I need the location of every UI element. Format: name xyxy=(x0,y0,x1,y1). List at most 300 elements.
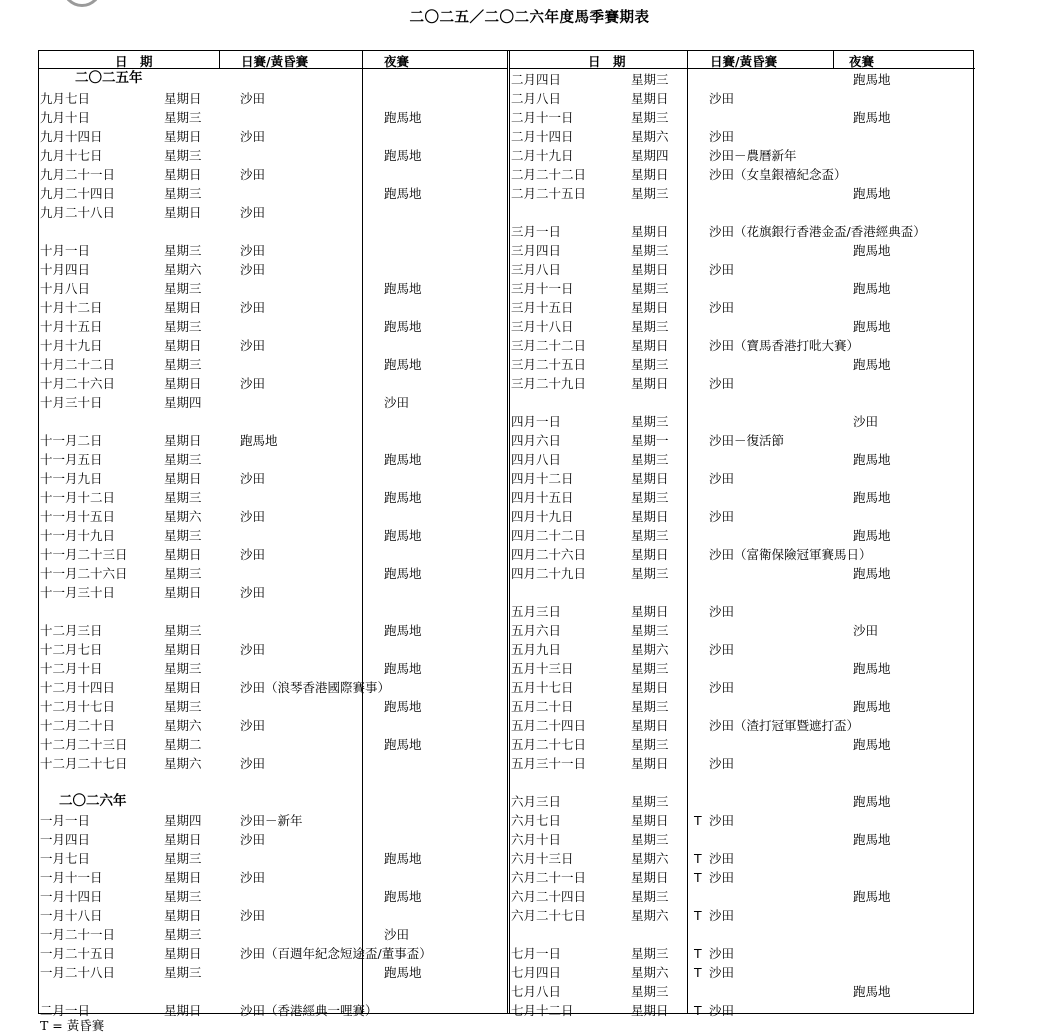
night-race-venue: 跑馬地 xyxy=(384,186,422,201)
header-night-race: 夜賽 xyxy=(849,54,875,69)
schedule-row xyxy=(510,849,975,868)
race-date: 六月十三日 xyxy=(511,851,574,866)
schedule-row xyxy=(39,450,507,469)
race-date: 十二月二十三日 xyxy=(40,737,128,752)
race-date: 六月二十四日 xyxy=(511,889,587,904)
race-date: 五月十三日 xyxy=(511,661,574,676)
race-date: 六月七日 xyxy=(511,813,562,828)
race-date: 四月二十二日 xyxy=(511,528,587,543)
weekday: 星期三 xyxy=(164,699,202,714)
day-race-venue: 沙田 xyxy=(240,262,266,277)
schedule-row xyxy=(39,583,507,602)
night-race-venue: 跑馬地 xyxy=(853,528,891,543)
weekday: 星期三 xyxy=(164,566,202,581)
weekday: 星期三 xyxy=(631,528,669,543)
schedule-row xyxy=(510,640,975,659)
schedule-row xyxy=(39,621,507,640)
schedule-row xyxy=(510,754,975,773)
weekday: 星期六 xyxy=(164,262,202,277)
night-race-venue: 跑馬地 xyxy=(384,851,422,866)
schedule-row xyxy=(39,317,507,336)
day-race-venue: 沙田 xyxy=(709,870,735,885)
weekday: 星期三 xyxy=(631,110,669,125)
weekday: 星期日 xyxy=(164,376,202,391)
weekday: 星期日 xyxy=(164,471,202,486)
race-date: 一月十四日 xyxy=(40,889,103,904)
weekday: 星期日 xyxy=(631,376,669,391)
weekday: 星期日 xyxy=(164,205,202,220)
schedule-row xyxy=(39,659,507,678)
day-race-venue: 沙田 xyxy=(709,756,735,771)
weekday: 星期六 xyxy=(164,756,202,771)
schedule-row xyxy=(39,241,507,260)
day-race-venue: 沙田 xyxy=(709,642,735,657)
schedule-row xyxy=(510,564,975,583)
day-race-venue: 沙田 xyxy=(709,376,735,391)
race-date: 四月十九日 xyxy=(511,509,574,524)
schedule-row xyxy=(510,469,975,488)
night-race-venue: 跑馬地 xyxy=(853,794,891,809)
schedule-row xyxy=(510,526,975,545)
weekday: 星期日 xyxy=(164,547,202,562)
schedule-row xyxy=(39,127,507,146)
race-date: 十月三十日 xyxy=(40,395,103,410)
twilight-marker: T xyxy=(694,946,702,961)
schedule-row xyxy=(39,488,507,507)
race-date: 十一月十二日 xyxy=(40,490,116,505)
race-date: 二月二十二日 xyxy=(511,167,587,182)
race-date: 二月一日 xyxy=(40,1003,91,1018)
schedule-row xyxy=(510,70,975,89)
night-race-venue: 跑馬地 xyxy=(384,148,422,163)
night-race-venue: 跑馬地 xyxy=(853,452,891,467)
day-race-venue: 沙田 xyxy=(709,965,735,980)
race-date: 一月十一日 xyxy=(40,870,103,885)
day-race-venue: 沙田（女皇銀禧紀念盃） xyxy=(709,167,847,182)
weekday: 星期六 xyxy=(164,509,202,524)
night-race-venue: 跑馬地 xyxy=(384,699,422,714)
schedule-row xyxy=(510,811,975,830)
day-race-venue: 沙田 xyxy=(240,870,266,885)
schedule-row xyxy=(510,412,975,431)
weekday: 星期日 xyxy=(164,832,202,847)
night-race-venue: 跑馬地 xyxy=(384,110,422,125)
schedule-row xyxy=(510,621,975,640)
race-date: 三月二十二日 xyxy=(511,338,587,353)
weekday: 星期二 xyxy=(164,737,202,752)
schedule-row xyxy=(510,260,975,279)
day-race-venue: 沙田 xyxy=(709,946,735,961)
weekday: 星期三 xyxy=(164,965,202,980)
day-race-venue: 沙田 xyxy=(240,908,266,923)
schedule-row xyxy=(510,944,975,963)
weekday: 星期日 xyxy=(631,813,669,828)
weekday: 星期六 xyxy=(631,129,669,144)
schedule-row xyxy=(510,963,975,982)
race-date: 三月十五日 xyxy=(511,300,574,315)
race-date: 一月七日 xyxy=(40,851,91,866)
weekday: 星期三 xyxy=(631,319,669,334)
schedule-row xyxy=(39,431,507,450)
header-divider xyxy=(833,51,834,69)
race-date: 七月十二日 xyxy=(511,1003,574,1018)
twilight-marker: T xyxy=(694,965,702,980)
day-race-venue: 沙田 xyxy=(240,642,266,657)
race-date: 三月十八日 xyxy=(511,319,574,334)
night-race-venue: 跑馬地 xyxy=(853,832,891,847)
schedule-row xyxy=(510,982,975,1001)
race-date: 九月十四日 xyxy=(40,129,103,144)
weekday: 星期日 xyxy=(631,547,669,562)
weekday: 星期日 xyxy=(631,300,669,315)
day-race-venue: 沙田 xyxy=(709,1003,735,1018)
day-race-venue: 沙田 xyxy=(240,300,266,315)
schedule-row xyxy=(39,165,507,184)
race-date: 四月二十九日 xyxy=(511,566,587,581)
schedule-row xyxy=(510,678,975,697)
weekday: 星期一 xyxy=(631,433,669,448)
weekday: 星期三 xyxy=(164,186,202,201)
weekday: 星期三 xyxy=(631,566,669,581)
schedule-row xyxy=(39,469,507,488)
twilight-marker: T xyxy=(694,870,702,885)
race-date: 十二月十七日 xyxy=(40,699,116,714)
weekday: 星期日 xyxy=(164,946,202,961)
night-race-venue: 跑馬地 xyxy=(853,281,891,296)
weekday: 星期三 xyxy=(164,148,202,163)
race-date: 十二月二十七日 xyxy=(40,756,128,771)
race-date: 二月二十五日 xyxy=(511,186,587,201)
weekday: 星期六 xyxy=(631,851,669,866)
weekday: 星期日 xyxy=(164,167,202,182)
race-date: 二月十九日 xyxy=(511,148,574,163)
schedule-row xyxy=(510,146,975,165)
race-date: 十二月十日 xyxy=(40,661,103,676)
weekday: 星期三 xyxy=(164,357,202,372)
day-race-venue: 沙田 xyxy=(240,91,266,106)
race-date: 二月四日 xyxy=(511,72,562,87)
schedule-row xyxy=(39,374,507,393)
weekday: 星期日 xyxy=(164,433,202,448)
schedule-row xyxy=(39,108,507,127)
race-date: 十月八日 xyxy=(40,281,91,296)
night-race-venue: 跑馬地 xyxy=(853,186,891,201)
race-date: 十月一日 xyxy=(40,243,91,258)
day-race-venue: 沙田（香港經典一哩賽） xyxy=(240,1003,378,1018)
schedule-row xyxy=(510,716,975,735)
schedule-row xyxy=(39,393,507,412)
night-race-venue: 跑馬地 xyxy=(384,490,422,505)
table-header-left xyxy=(39,51,507,69)
night-race-venue: 跑馬地 xyxy=(384,452,422,467)
weekday: 星期三 xyxy=(631,984,669,999)
day-race-venue: 沙田 xyxy=(240,585,266,600)
schedule-row xyxy=(39,754,507,773)
race-date: 六月三日 xyxy=(511,794,562,809)
race-date: 十一月五日 xyxy=(40,452,103,467)
weekday: 星期三 xyxy=(164,452,202,467)
schedule-row xyxy=(510,507,975,526)
day-race-venue: 沙田 xyxy=(709,680,735,695)
race-date: 六月二十七日 xyxy=(511,908,587,923)
race-date: 六月二十一日 xyxy=(511,870,587,885)
weekday: 星期三 xyxy=(631,186,669,201)
schedule-row xyxy=(39,526,507,545)
weekday: 星期三 xyxy=(631,889,669,904)
night-race-venue: 跑馬地 xyxy=(384,357,422,372)
schedule-row xyxy=(510,165,975,184)
schedule-row xyxy=(510,545,975,564)
race-date: 三月四日 xyxy=(511,243,562,258)
schedule-row xyxy=(39,336,507,355)
race-date: 四月十五日 xyxy=(511,490,574,505)
night-race-venue: 跑馬地 xyxy=(853,661,891,676)
night-race-venue: 跑馬地 xyxy=(853,110,891,125)
weekday: 星期三 xyxy=(164,661,202,676)
day-race-venue: 沙田 xyxy=(240,509,266,524)
schedule-row xyxy=(510,792,975,811)
race-date: 九月十日 xyxy=(40,110,91,125)
weekday: 星期三 xyxy=(631,414,669,429)
weekday: 星期六 xyxy=(631,908,669,923)
header-date: 日 期 xyxy=(588,54,626,69)
race-date: 四月十二日 xyxy=(511,471,574,486)
night-race-venue: 跑馬地 xyxy=(384,737,422,752)
schedule-row xyxy=(39,887,507,906)
day-race-venue: 沙田 xyxy=(709,129,735,144)
day-race-venue: 沙田 xyxy=(709,604,735,619)
race-date: 七月八日 xyxy=(511,984,562,999)
night-race-venue: 跑馬地 xyxy=(853,72,891,87)
schedule-row xyxy=(39,678,507,697)
day-race-venue: 沙田（浪琴香港國際賽事） xyxy=(240,680,391,695)
day-race-venue: 沙田－新年 xyxy=(240,813,303,828)
race-date: 九月二十八日 xyxy=(40,205,116,220)
night-race-venue: 跑馬地 xyxy=(853,490,891,505)
race-date: 五月二十四日 xyxy=(511,718,587,733)
schedule-row xyxy=(510,279,975,298)
weekday: 星期日 xyxy=(164,300,202,315)
twilight-marker: T xyxy=(694,813,702,828)
race-date: 二月十四日 xyxy=(511,129,574,144)
night-race-venue: 跑馬地 xyxy=(853,566,891,581)
race-date: 十月二十六日 xyxy=(40,376,116,391)
day-race-venue: 沙田 xyxy=(709,908,735,923)
race-date: 四月六日 xyxy=(511,433,562,448)
weekday: 星期三 xyxy=(164,490,202,505)
race-date: 五月十七日 xyxy=(511,680,574,695)
right-column-block xyxy=(510,51,975,1018)
race-date: 十一月三十日 xyxy=(40,585,116,600)
weekday: 星期日 xyxy=(631,167,669,182)
header-divider xyxy=(219,51,220,69)
night-race-venue: 跑馬地 xyxy=(384,566,422,581)
schedule-row xyxy=(39,89,507,108)
race-date: 十月二十二日 xyxy=(40,357,116,372)
footnote: T = 黃昏賽 xyxy=(40,1018,105,1033)
schedule-row xyxy=(510,906,975,925)
schedule-row xyxy=(39,1001,507,1020)
day-race-venue: 沙田（富衛保險冠軍賽馬日） xyxy=(709,547,872,562)
schedule-row xyxy=(39,906,507,925)
day-race-venue: 跑馬地 xyxy=(240,433,278,448)
weekday: 星期日 xyxy=(631,718,669,733)
weekday: 星期三 xyxy=(164,623,202,638)
day-race-venue: 沙田 xyxy=(709,509,735,524)
weekday: 星期日 xyxy=(631,680,669,695)
schedule-row xyxy=(510,108,975,127)
day-race-venue: 沙田 xyxy=(240,243,266,258)
weekday: 星期日 xyxy=(164,680,202,695)
race-date: 五月九日 xyxy=(511,642,562,657)
weekday: 星期日 xyxy=(631,262,669,277)
twilight-marker: T xyxy=(694,851,702,866)
race-date: 六月十日 xyxy=(511,832,562,847)
weekday: 星期三 xyxy=(631,661,669,676)
schedule-row xyxy=(39,184,507,203)
schedule-row xyxy=(510,659,975,678)
day-race-venue: 沙田 xyxy=(709,813,735,828)
race-date: 十二月七日 xyxy=(40,642,103,657)
schedule-row xyxy=(39,735,507,754)
twilight-marker: T xyxy=(694,908,702,923)
night-race-venue: 跑馬地 xyxy=(384,623,422,638)
weekday: 星期日 xyxy=(631,870,669,885)
schedule-row xyxy=(39,545,507,564)
race-date: 一月二十五日 xyxy=(40,946,116,961)
night-race-venue: 沙田 xyxy=(384,927,410,942)
day-race-venue: 沙田（花旗銀行香港金盃/香港經典盃） xyxy=(709,224,926,239)
year-heading-2026: 二〇二六年 xyxy=(59,793,127,809)
weekday: 星期三 xyxy=(164,889,202,904)
schedule-row xyxy=(39,849,507,868)
race-date: 五月二十七日 xyxy=(511,737,587,752)
header-day-race: 日賽/黃昏賽 xyxy=(241,54,309,69)
day-race-venue: 沙田 xyxy=(240,338,266,353)
race-date: 十月四日 xyxy=(40,262,91,277)
schedule-row xyxy=(39,716,507,735)
schedule-row xyxy=(510,127,975,146)
race-date: 十一月十五日 xyxy=(40,509,116,524)
night-race-venue: 跑馬地 xyxy=(384,661,422,676)
weekday: 星期日 xyxy=(164,1003,202,1018)
race-date: 二月十一日 xyxy=(511,110,574,125)
schedule-row xyxy=(39,564,507,583)
race-date: 九月二十一日 xyxy=(40,167,116,182)
weekday: 星期三 xyxy=(164,110,202,125)
schedule-row xyxy=(39,640,507,659)
weekday: 星期日 xyxy=(164,91,202,106)
weekday: 星期四 xyxy=(164,395,202,410)
day-race-venue: 沙田（百週年紀念短途盃/董事盃） xyxy=(240,946,432,961)
race-date: 三月十一日 xyxy=(511,281,574,296)
weekday: 星期日 xyxy=(164,642,202,657)
race-date: 十月十九日 xyxy=(40,338,103,353)
race-date: 十一月九日 xyxy=(40,471,103,486)
weekday: 星期三 xyxy=(631,699,669,714)
schedule-row xyxy=(510,355,975,374)
left-column-block xyxy=(39,51,507,1018)
schedule-row xyxy=(39,203,507,222)
schedule-row xyxy=(510,374,975,393)
schedule-row xyxy=(39,146,507,165)
header-day-race: 日賽/黃昏賽 xyxy=(710,54,778,69)
race-date: 一月四日 xyxy=(40,832,91,847)
race-date: 三月八日 xyxy=(511,262,562,277)
day-race-venue: 沙田 xyxy=(709,262,735,277)
weekday: 星期日 xyxy=(631,471,669,486)
race-date: 四月二十六日 xyxy=(511,547,587,562)
schedule-row xyxy=(510,241,975,260)
schedule-row xyxy=(39,925,507,944)
night-race-venue: 沙田 xyxy=(853,414,879,429)
night-race-venue: 跑馬地 xyxy=(853,319,891,334)
year-heading-2025: 二〇二五年 xyxy=(75,70,143,86)
schedule-row xyxy=(39,868,507,887)
race-date: 四月一日 xyxy=(511,414,562,429)
weekday: 星期三 xyxy=(164,528,202,543)
race-date: 四月八日 xyxy=(511,452,562,467)
schedule-row xyxy=(510,450,975,469)
schedule-row xyxy=(39,298,507,317)
race-date: 十一月十九日 xyxy=(40,528,116,543)
day-race-venue: 沙田（寶馬香港打吡大賽） xyxy=(709,338,860,353)
day-race-venue: 沙田－農曆新年 xyxy=(709,148,797,163)
race-date: 十月十二日 xyxy=(40,300,103,315)
race-date: 十月十五日 xyxy=(40,319,103,334)
day-race-venue: 沙田 xyxy=(240,205,266,220)
schedule-row xyxy=(39,697,507,716)
weekday: 星期日 xyxy=(164,585,202,600)
weekday: 星期三 xyxy=(631,72,669,87)
day-race-venue: 沙田（渣打冠軍暨遮打盃） xyxy=(709,718,860,733)
night-race-venue: 跑馬地 xyxy=(384,319,422,334)
race-date: 十二月二十日 xyxy=(40,718,116,733)
weekday: 星期四 xyxy=(631,148,669,163)
night-race-venue: 跑馬地 xyxy=(384,528,422,543)
weekday: 星期六 xyxy=(631,965,669,980)
weekday: 星期日 xyxy=(631,338,669,353)
day-race-venue: 沙田 xyxy=(240,756,266,771)
schedule-row xyxy=(510,336,975,355)
race-date: 五月二十日 xyxy=(511,699,574,714)
weekday: 星期三 xyxy=(631,794,669,809)
schedule-row xyxy=(510,222,975,241)
weekday: 星期三 xyxy=(631,452,669,467)
night-race-venue: 跑馬地 xyxy=(384,889,422,904)
header-date: 日 期 xyxy=(115,54,153,69)
weekday: 星期日 xyxy=(164,870,202,885)
weekday: 星期日 xyxy=(164,338,202,353)
race-date: 三月二十五日 xyxy=(511,357,587,372)
day-race-venue: 沙田 xyxy=(240,832,266,847)
weekday: 星期三 xyxy=(164,851,202,866)
weekday: 星期三 xyxy=(631,281,669,296)
day-race-venue: 沙田 xyxy=(709,471,735,486)
race-date: 七月一日 xyxy=(511,946,562,961)
schedule-row xyxy=(39,260,507,279)
page-title: 二〇二五／二〇二六年度馬季賽期表 xyxy=(409,10,650,26)
night-race-venue: 跑馬地 xyxy=(853,737,891,752)
weekday: 星期三 xyxy=(164,319,202,334)
weekday: 星期三 xyxy=(164,281,202,296)
schedule-row xyxy=(39,811,507,830)
night-race-venue: 沙田 xyxy=(853,623,879,638)
race-date: 二月八日 xyxy=(511,91,562,106)
day-race-venue: 沙田 xyxy=(240,718,266,733)
race-date: 五月六日 xyxy=(511,623,562,638)
schedule-row xyxy=(510,697,975,716)
